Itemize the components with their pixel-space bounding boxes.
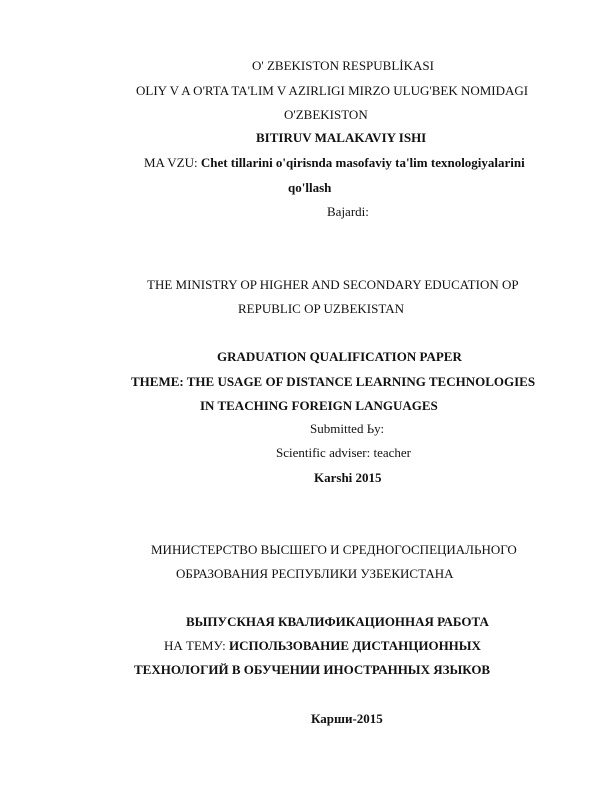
ru-theme-prefix: НА ТЕМУ:	[164, 638, 230, 653]
en-submitted-by: Submitted Ьу:	[310, 421, 385, 436]
en-paper-type: GRADUATION QUALIFICATION PAPER	[217, 349, 462, 364]
uz-paper-type: BITIRUV MALAKAVIY ISHI	[256, 130, 427, 145]
ru-ministry-line: МИНИСТЕРСТВО ВЫСШЕГО И СРЕДНОГОСПЕЦИАЛЬНОГО	[151, 542, 517, 557]
uz-ministry-line: OLIY V A O'RTA TA'LIM V AZIRLIGI MIRZO ULUG'BEK NOMIDAGI	[136, 83, 529, 98]
ru-paper-type: ВЫПУСКНАЯ КВАЛИФИКАЦИОННАЯ РАБОТА	[186, 614, 489, 629]
uz-theme-line	[0, 155, 612, 171]
uz-republic-heading: O' ZBEKISTON RESPUBLİKASI	[252, 58, 434, 73]
uz-university-line: O'ZBEKISTON	[284, 107, 368, 122]
uz-theme-prefix: MA VZU:	[144, 155, 201, 170]
uz-theme-title: Chet tillarini o'qirisnda masofaviy ta'lim texnologiyalarini	[200, 155, 525, 170]
ru-theme-title: ИСПОЛЬЗОВАНИЕ ДИСТАНЦИОННЫХ	[229, 638, 481, 653]
en-republic-line: REPUBLIC OP UZBEKISTAN	[238, 301, 405, 316]
en-scientific-adviser: Scientific adviser: teacher	[276, 445, 411, 460]
ru-theme-line	[0, 638, 612, 654]
en-place-year: Karshi 2015	[314, 470, 382, 485]
ru-theme-title-continued: ТЕХНОЛОГИЙ В ОБУЧЕНИИ ИНОСТРАННЫХ ЯЗЫКОВ	[134, 662, 491, 677]
en-ministry-line: THE MINISTRY OP HIGHER AND SECONDARY EDUCATION OP	[147, 277, 519, 292]
uz-done-by: Bajardi:	[327, 204, 369, 219]
en-theme-line-continued: IN TEACHING FOREIGN LANGUAGES	[200, 398, 438, 413]
en-theme-line: THEME: THE USAGE OF DISTANCE LEARNING TECHNOLOGIES	[131, 374, 536, 389]
ru-place-year: Карши-2015	[311, 711, 383, 726]
uz-theme-title-continued: qo'llash	[288, 180, 332, 195]
ru-republic-line: ОБРАЗОВАНИЯ РЕСПУБЛИКИ УЗБЕКИСТАНА	[176, 566, 454, 581]
